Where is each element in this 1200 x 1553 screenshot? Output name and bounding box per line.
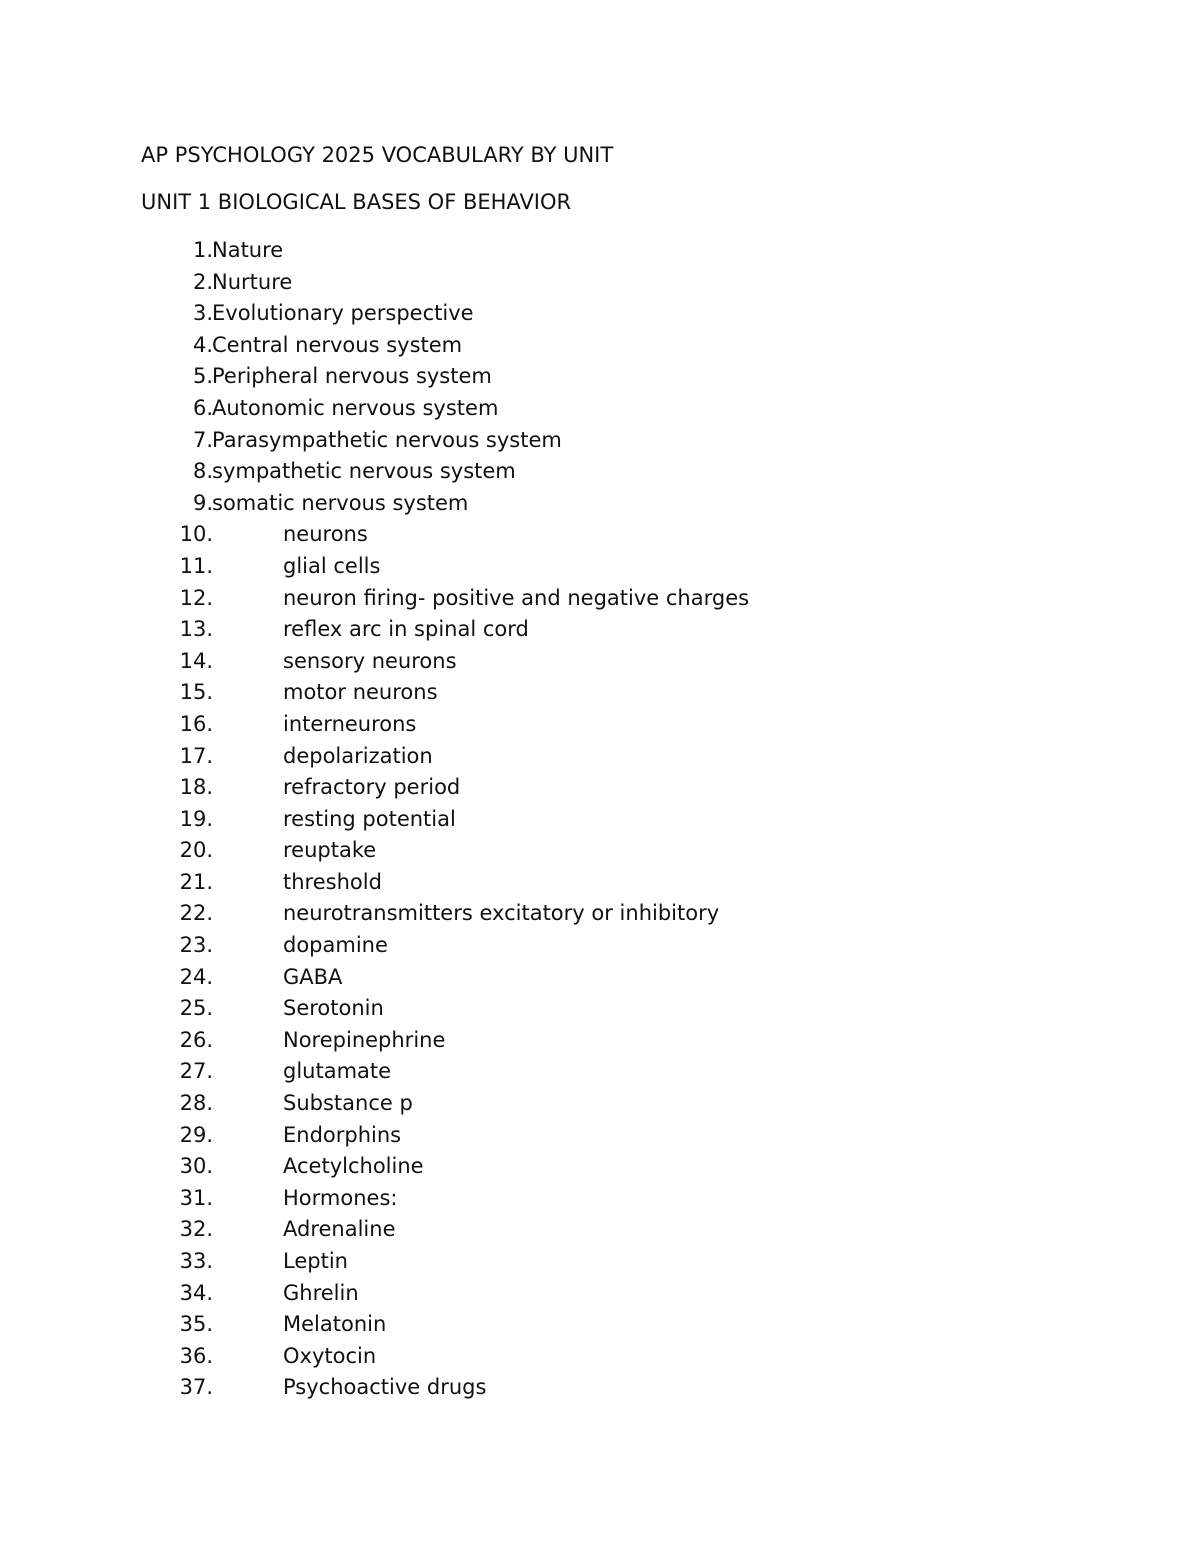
list-item-term: Acetylcholine — [283, 1154, 424, 1179]
list-item-number: 29. — [179, 1122, 213, 1147]
list-item-term: neurons — [283, 522, 368, 547]
list-item-term: sensory neurons — [283, 648, 457, 673]
list-item-number: 2. — [192, 269, 213, 294]
list-item-term: sympathetic nervous system — [212, 459, 516, 484]
list-item — [0, 1025, 1200, 1057]
list-item — [0, 583, 1200, 615]
list-item-number: 9. — [192, 490, 213, 515]
list-item — [0, 456, 1200, 488]
list-item-number: 15. — [179, 680, 213, 705]
list-item-term: Nurture — [212, 269, 293, 294]
list-item-number: 3. — [192, 301, 213, 326]
unit-heading: UNIT 1 BIOLOGICAL BASES OF BEHAVIOR — [141, 190, 572, 214]
list-item-number: 14. — [179, 648, 213, 673]
list-item — [0, 393, 1200, 425]
list-item-number: 4. — [192, 332, 213, 357]
list-item — [0, 677, 1200, 709]
list-item — [0, 330, 1200, 362]
list-item-number: 1. — [192, 238, 213, 262]
list-item-term: Oxytocin — [283, 1343, 377, 1368]
list-item-term: reuptake — [283, 838, 377, 863]
list-item — [0, 1372, 1200, 1404]
list-item-term: depolarization — [283, 743, 433, 768]
list-item-term: Peripheral nervous system — [212, 364, 492, 389]
list-item-number: 34. — [179, 1280, 213, 1305]
list-item-number: 32. — [179, 1217, 213, 1242]
list-item — [0, 772, 1200, 804]
list-item — [0, 962, 1200, 994]
list-item-term: interneurons — [283, 711, 417, 736]
list-item-term: Leptin — [283, 1249, 348, 1273]
list-item — [0, 488, 1200, 520]
list-item — [0, 1246, 1200, 1278]
list-item-number: 33. — [179, 1249, 213, 1273]
list-item-number: 11. — [179, 553, 213, 578]
list-item-number: 30. — [179, 1154, 213, 1179]
list-item-term: resting potential — [283, 806, 456, 831]
list-item-number: 26. — [179, 1027, 213, 1052]
list-item-number: 8. — [192, 459, 213, 484]
list-item-number: 12. — [179, 585, 213, 610]
list-item-number: 10. — [179, 522, 213, 547]
list-item — [0, 1056, 1200, 1088]
list-item — [0, 519, 1200, 551]
list-item — [0, 267, 1200, 299]
list-item-term: Norepinephrine — [283, 1027, 446, 1052]
list-item-number: 25. — [179, 996, 213, 1021]
list-item-term: glutamate — [283, 1059, 392, 1084]
list-item — [0, 1151, 1200, 1183]
list-item — [0, 1183, 1200, 1215]
list-item — [0, 551, 1200, 583]
list-item-term: Ghrelin — [283, 1280, 359, 1305]
list-item-number: 7. — [192, 427, 213, 452]
list-item — [0, 1120, 1200, 1152]
list-item-term: Hormones: — [283, 1185, 398, 1210]
list-item-number: 35. — [179, 1312, 213, 1337]
list-item-term: glial cells — [283, 553, 381, 578]
list-item — [0, 235, 1200, 267]
list-item-number: 31. — [179, 1185, 213, 1210]
list-item-number: 27. — [179, 1059, 213, 1084]
list-item — [0, 993, 1200, 1025]
list-item-number: 23. — [179, 933, 213, 958]
list-item-term: Adrenaline — [283, 1217, 396, 1242]
list-item — [0, 930, 1200, 962]
list-item-term: GABA — [283, 964, 343, 989]
list-item — [0, 835, 1200, 867]
list-item-number: 17. — [179, 743, 213, 768]
list-item-number: 18. — [179, 775, 213, 800]
list-item — [0, 898, 1200, 930]
list-item-number: 28. — [179, 1091, 213, 1116]
list-item-number: 16. — [179, 711, 213, 736]
list-item-term: refractory period — [283, 775, 461, 800]
list-item-term: threshold — [283, 869, 382, 894]
list-item-term: motor neurons — [283, 680, 438, 705]
list-item-number: 20. — [179, 838, 213, 863]
list-item-term: Psychoactive drugs — [283, 1375, 487, 1400]
list-item-term: Serotonin — [283, 996, 384, 1021]
list-item — [0, 804, 1200, 836]
list-item-term: neuron firing- positive and negative charges — [283, 585, 750, 610]
list-item-number: 37. — [179, 1375, 213, 1400]
list-item — [0, 1214, 1200, 1246]
list-item — [0, 614, 1200, 646]
list-item-number: 13. — [179, 617, 213, 642]
list-item-term: Substance p — [283, 1091, 413, 1116]
list-item — [0, 741, 1200, 773]
list-item-term: Autonomic nervous system — [212, 395, 499, 420]
list-item-number: 36. — [179, 1343, 213, 1368]
list-item — [0, 867, 1200, 899]
list-item — [0, 709, 1200, 741]
list-item-term: Parasympathetic nervous system — [212, 427, 562, 452]
list-item-number: 6. — [192, 395, 213, 420]
list-item-number: 22. — [179, 901, 213, 926]
list-item-term: dopamine — [283, 933, 388, 958]
list-item-term: Evolutionary perspective — [212, 301, 474, 326]
list-item — [0, 298, 1200, 330]
list-item-term: Central nervous system — [212, 332, 463, 357]
list-item-number: 19. — [179, 806, 213, 831]
list-item-term: Nature — [212, 238, 284, 262]
list-item — [0, 1341, 1200, 1373]
list-item-term: somatic nervous system — [212, 490, 469, 515]
list-item — [0, 361, 1200, 393]
list-item-number: 24. — [179, 964, 213, 989]
list-item-term: reflex arc in spinal cord — [283, 617, 529, 642]
list-item — [0, 1088, 1200, 1120]
list-item-number: 5. — [192, 364, 213, 389]
list-item-number: 21. — [179, 869, 213, 894]
list-item — [0, 1278, 1200, 1310]
list-item-term: Melatonin — [283, 1312, 387, 1337]
list-item-term: neurotransmitters excitatory or inhibitory — [283, 901, 720, 926]
document-title: AP PSYCHOLOGY 2025 VOCABULARY BY UNIT — [141, 143, 614, 167]
list-item-term: Endorphins — [283, 1122, 402, 1147]
vocabulary-list — [0, 235, 1200, 1404]
list-item — [0, 1309, 1200, 1341]
list-item — [0, 425, 1200, 457]
list-item — [0, 646, 1200, 678]
